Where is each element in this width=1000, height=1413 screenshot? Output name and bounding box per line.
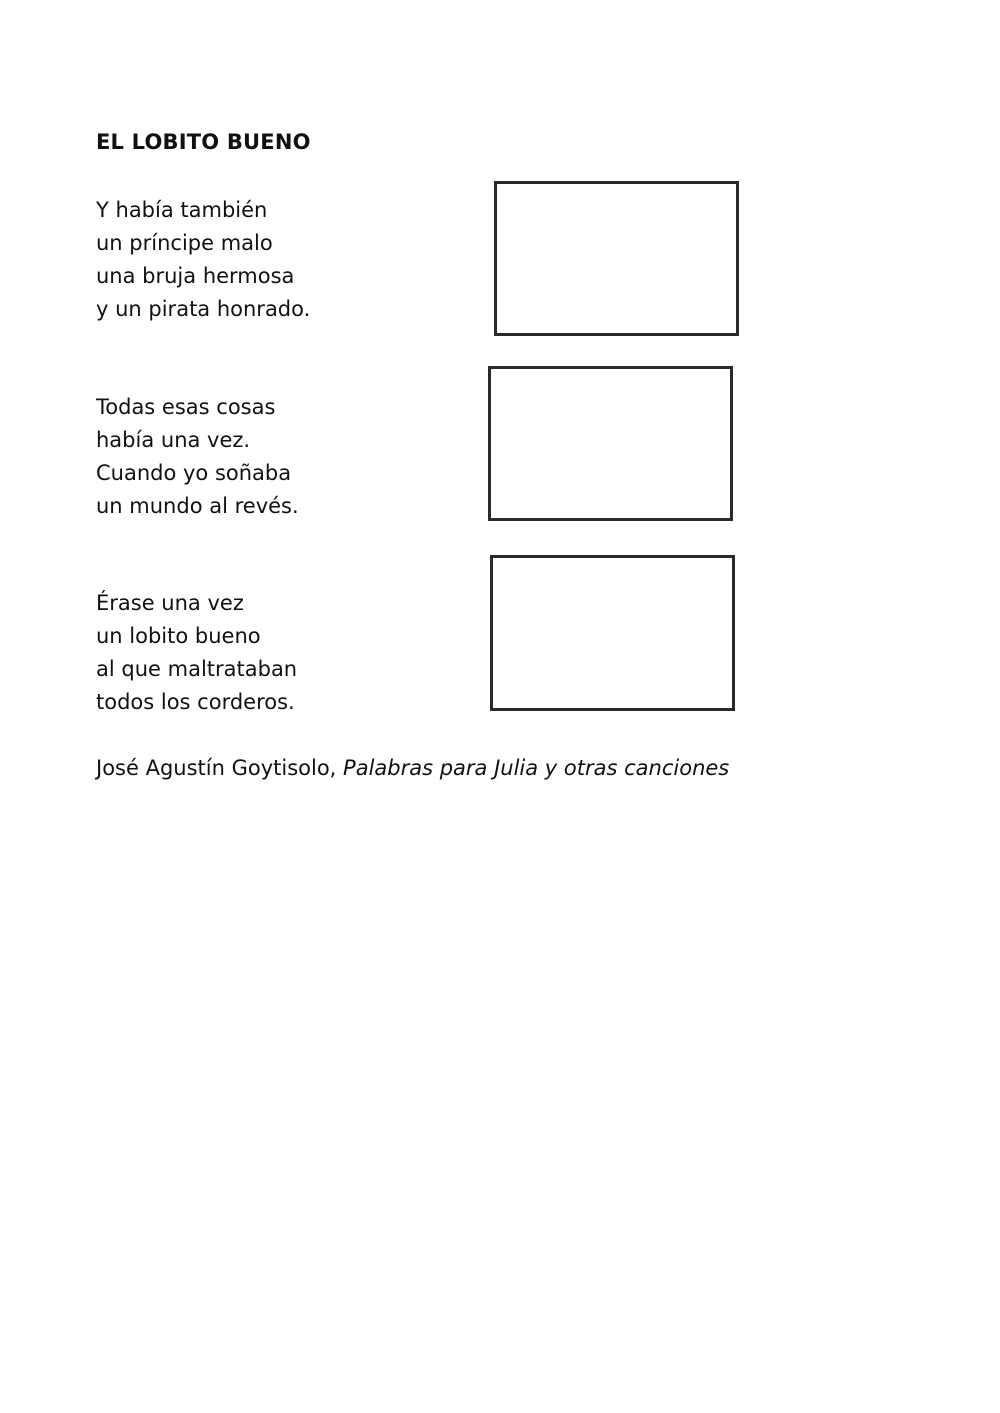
attribution (96, 752, 729, 785)
stanza-line: un príncipe malo (96, 231, 273, 255)
stanza-3 (96, 587, 297, 719)
attribution-author: José Agustín Goytisolo, (96, 756, 344, 780)
stanza-line: una bruja hermosa (96, 264, 295, 288)
answer-box-2[interactable] (488, 366, 733, 521)
stanza-line: había una vez. (96, 428, 251, 452)
stanza-line: Cuando yo soñaba (96, 461, 292, 485)
stanza-line: Todas esas cosas (96, 395, 276, 419)
stanza-1 (96, 194, 310, 326)
stanza-line: todos los corderos. (96, 690, 295, 714)
stanza-line: un lobito bueno (96, 624, 261, 648)
stanza-2 (96, 391, 299, 523)
stanza-line: Érase una vez (96, 591, 244, 615)
stanza-line: un mundo al revés. (96, 494, 299, 518)
stanza-line: Y había también (96, 198, 268, 222)
attribution-work-title: Palabras para Julia y otras canciones (343, 756, 730, 780)
answer-box-3[interactable] (490, 555, 735, 711)
answer-box-1[interactable] (494, 181, 739, 336)
poem-title: EL LOBITO BUENO (96, 130, 311, 154)
stanza-line: y un pirata honrado. (96, 297, 311, 321)
stanza-line: al que maltrataban (96, 657, 298, 681)
